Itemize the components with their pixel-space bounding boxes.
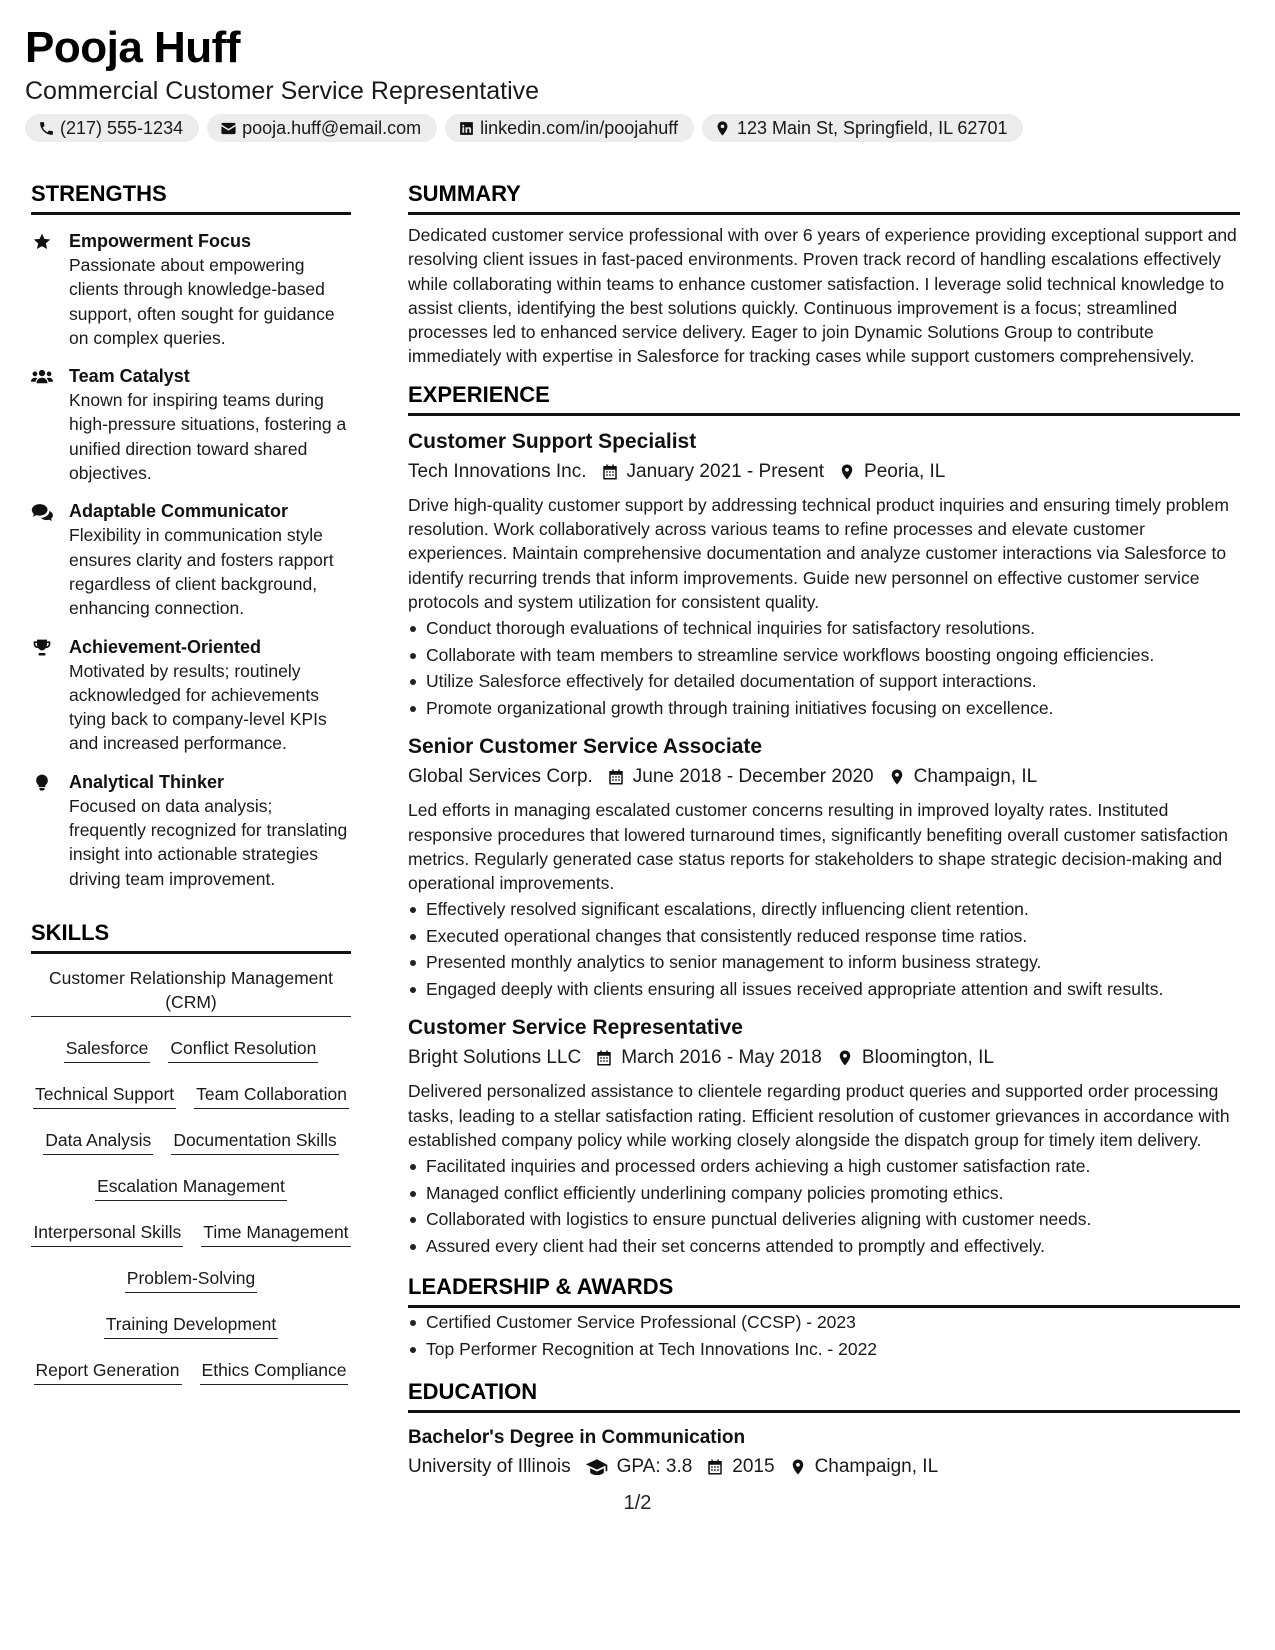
strength-item	[31, 770, 351, 891]
contact-phone[interactable]	[25, 114, 199, 142]
linkedin-icon	[457, 119, 475, 137]
strength-desc: Known for inspiring teams during high-pressure situations, fostering a unified direction toward shared objectives.	[69, 390, 347, 484]
calendar-icon	[595, 1049, 613, 1067]
graduation-cap-icon	[585, 1457, 609, 1477]
strength-title: Achievement-Oriented	[69, 636, 262, 657]
summary-text: Dedicated customer service professional with over 6 years of experience providing exceptional support and resolving client issues in fast-paced environments. Proven track record of handling escalations effectively while collaborating within teams to enhance customer satisfaction. I leverage solid technical knowledge to assist clients, identifying the best solutions quickly. Continuous improvement is a focus; streamlined processes led to enhanced service delivery. Eager to join Dynamic Solutions Group to contribute immediately with expertise in Salesforce for tracking cases while support customers comprehensively.	[408, 225, 1237, 367]
list-item: Presented monthly analytics to senior management to inform business strategy.	[408, 949, 1240, 976]
job-company: Tech Innovations Inc.	[408, 460, 587, 482]
job-meta	[408, 763, 1240, 791]
list-item: Executed operational changes that consistently reduced response time ratios.	[408, 923, 1240, 950]
skill-tag: Team Collaboration	[194, 1078, 349, 1109]
job-desc: Drive high-quality customer support by addressing technical product inquiries and ensuring timely problem resolution. Work collaboratively across various teams to refine processes and elevate customer experiences. Maintain comprehensive documentation and analyze customer interactions via Salesforce to identify recurring trends that inform improvements. Guide new personnel on effective customer service protocols and system utilization for consistent quality.	[408, 494, 1229, 612]
candidate-name: Pooja Huff	[25, 23, 240, 72]
contact-address-text: 123 Main St, Springfield, IL 62701	[736, 117, 1008, 138]
skill-tag: Escalation Management	[95, 1170, 287, 1201]
strength-title: Team Catalyst	[69, 366, 190, 387]
skill-tag: Time Management	[201, 1216, 350, 1247]
contact-address[interactable]	[702, 114, 1024, 142]
education-school: University of Illinois	[408, 1456, 571, 1478]
strengths-heading: STRENGTHS	[31, 180, 351, 215]
leadership-list	[408, 1309, 1240, 1362]
strength-desc: Passionate about empowering clients through knowledge-based support, often sought for guidance on complex queries.	[69, 255, 335, 348]
skill-tag: Documentation Skills	[171, 1124, 338, 1155]
skill-tag: Technical Support	[33, 1078, 176, 1109]
page-number: 1/2	[623, 1492, 652, 1514]
job-entry	[408, 428, 1240, 721]
job-bullets	[408, 615, 1240, 721]
job-location: Peoria, IL	[864, 460, 946, 482]
contact-email[interactable]	[207, 114, 437, 142]
skills-list	[31, 954, 351, 1400]
strength-item	[31, 635, 351, 756]
job-bullets	[408, 1153, 1240, 1259]
list-item: Conduct thorough evaluations of technical inquiries for satisfactory resolutions.	[408, 615, 1240, 642]
phone-icon	[37, 119, 55, 137]
job-title: Customer Service Representative	[408, 1016, 743, 1040]
skill-tag: Training Development	[104, 1308, 279, 1339]
skill-tag: Data Analysis	[43, 1124, 153, 1155]
education-year: 2015	[732, 1456, 775, 1478]
contact-linkedin[interactable]	[445, 114, 694, 142]
job-desc: Led efforts in managing escalated customer concerns resulting in improved loyalty rates. Instituted responsive procedures that lowered turnaround times, significantly benefiting overall customer satisfaction metrics. Regularly generated case status reports for stakeholders to shape strategic decision-making and operational improvements.	[408, 800, 1229, 894]
map-pin-icon	[836, 1049, 854, 1067]
star-icon	[31, 229, 69, 350]
envelope-icon	[219, 119, 237, 137]
map-pin-icon	[838, 463, 856, 481]
job-entry	[408, 1014, 1240, 1259]
skill-tag: Salesforce	[64, 1032, 151, 1063]
job-meta	[408, 458, 1240, 486]
calendar-icon	[601, 463, 619, 481]
resume-header	[25, 22, 1255, 142]
job-entry	[408, 733, 1240, 1002]
list-item: Facilitated inquiries and processed orders achieving a high customer satisfaction rate.	[408, 1153, 1240, 1180]
job-dates: March 2016 - May 2018	[621, 1047, 822, 1069]
skill-tag: Customer Relationship Management (CRM)	[31, 962, 351, 1017]
education-gpa: GPA: 3.8	[616, 1456, 693, 1478]
strength-title: Empowerment Focus	[69, 231, 252, 251]
strength-item	[31, 229, 351, 350]
map-pin-icon	[789, 1458, 807, 1476]
trophy-icon	[31, 635, 69, 756]
strength-desc: Motivated by results; routinely acknowledged for achievements tying back to company-level KPIs and increased performance.	[69, 660, 327, 754]
skill-tag: Interpersonal Skills	[31, 1216, 183, 1247]
list-item: Promote organizational growth through training initiatives focusing on excellence.	[408, 695, 1240, 722]
contact-bar	[25, 114, 1255, 142]
list-item: Collaborate with team members to streamline service workflows boosting ongoing efficiencies.	[408, 642, 1240, 669]
contact-phone-text: (217) 555-1234	[60, 117, 184, 138]
list-item: Effectively resolved significant escalations, directly influencing client retention.	[408, 896, 1240, 923]
experience-heading: EXPERIENCE	[408, 381, 1240, 416]
list-item: Collaborated with logistics to ensure punctual deliveries aligning with customer needs.	[408, 1206, 1240, 1233]
job-location: Champaign, IL	[913, 766, 1038, 788]
job-meta	[408, 1044, 1240, 1072]
strength-title: Analytical Thinker	[69, 771, 225, 792]
skill-tag: Problem-Solving	[125, 1262, 257, 1293]
job-dates: January 2021 - Present	[626, 460, 825, 482]
job-dates: June 2018 - December 2020	[632, 766, 874, 788]
candidate-title: Commercial Customer Service Representative	[25, 77, 540, 105]
list-item: Assured every client had their set concerns attended to promptly and effectively.	[408, 1233, 1240, 1260]
map-pin-icon	[714, 119, 732, 137]
right-column	[408, 180, 1240, 1481]
list-item: Managed conflict efficiently underlining company policies promoting ethics.	[408, 1180, 1240, 1207]
skill-tag: Conflict Resolution	[168, 1032, 318, 1063]
left-column	[31, 180, 351, 1400]
education-location: Champaign, IL	[814, 1456, 939, 1478]
contact-email-text: pooja.huff@email.com	[242, 117, 422, 138]
education-meta	[408, 1453, 1240, 1481]
job-company: Bright Solutions LLC	[408, 1047, 582, 1069]
strength-item	[31, 499, 351, 620]
strength-desc: Flexibility in communication style ensures clarity and fosters rapport regardless of client background, enhancing connection.	[69, 525, 334, 619]
skills-heading: SKILLS	[31, 919, 351, 954]
job-location: Bloomington, IL	[861, 1047, 994, 1069]
job-company: Global Services Corp.	[408, 766, 593, 788]
users-icon	[31, 364, 69, 485]
contact-linkedin-text: linkedin.com/in/poojahuff	[480, 117, 678, 138]
strength-desc: Focused on data analysis; frequently recognized for translating insight into actionable strategies driving team improvement.	[69, 795, 348, 889]
list-item: Utilize Salesforce effectively for detailed documentation of support interactions.	[408, 668, 1240, 695]
list-item: Engaged deeply with clients ensuring all issues received appropriate attention and swift results.	[408, 976, 1240, 1003]
calendar-icon	[706, 1458, 724, 1476]
summary-heading: SUMMARY	[408, 180, 1240, 215]
list-item: Certified Customer Service Professional (CCSP) - 2023	[408, 1309, 1240, 1336]
lightbulb-icon	[31, 770, 69, 891]
education-heading: EDUCATION	[408, 1378, 1240, 1413]
skill-tag: Ethics Compliance	[200, 1354, 349, 1385]
strength-item	[31, 364, 351, 485]
job-desc: Delivered personalized assistance to clientele regarding product queries and supported order processing tasks, leading to a stellar satisfaction rating. Efficient resolution of customer grievances in accordance with established company policy while working closely alongside the dispatch group for timely item delivery.	[408, 1081, 1230, 1151]
job-title: Senior Customer Service Associate	[408, 735, 763, 759]
skill-tag: Report Generation	[34, 1354, 182, 1385]
leadership-heading: LEADERSHIP & AWARDS	[408, 1273, 1240, 1308]
calendar-icon	[607, 768, 625, 786]
list-item: Top Performer Recognition at Tech Innovations Inc. - 2022	[408, 1336, 1240, 1363]
map-pin-icon	[888, 768, 906, 786]
education-degree: Bachelor's Degree in Communication	[408, 1427, 746, 1449]
strength-title: Adaptable Communicator	[69, 501, 289, 522]
job-bullets	[408, 896, 1240, 1002]
job-title: Customer Support Specialist	[408, 429, 697, 453]
comments-icon	[31, 499, 69, 620]
